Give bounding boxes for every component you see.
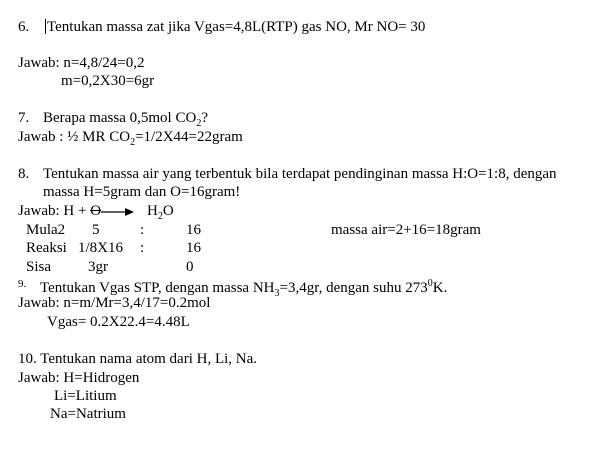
table-row-reaksi-h: 1/8X16 <box>78 240 123 256</box>
question-9 <box>18 276 447 297</box>
question-8 <box>18 166 557 183</box>
reaction-product-suffix: O <box>162 203 174 219</box>
reaction-arrow-icon <box>101 207 135 217</box>
question-10-text: Tentukan nama atom dari H, Li, Na. <box>40 351 258 367</box>
table-row-mula2-label: Mula2 <box>26 222 66 238</box>
answer-9-line-2: Vgas= 0.2X22.4=4.48L <box>47 314 190 330</box>
reaction-product-subscript: 2 <box>157 211 163 222</box>
table-row-reaksi-separator: : <box>140 240 145 256</box>
table-row-reaksi-o: 16 <box>186 240 201 256</box>
question-9-suffix: K. <box>432 280 448 296</box>
question-6-number: 6. <box>18 19 30 35</box>
question-7-subscript: 2 <box>196 118 202 129</box>
reaction-prefix: Jawab: H + <box>18 203 91 219</box>
reaction-product: H <box>147 203 158 219</box>
answer-10-line-1: Jawab: H=Hidrogen <box>18 370 140 386</box>
table-row-mula2-separator: : <box>140 222 145 238</box>
answer-7-subscript: 2 <box>130 137 136 148</box>
question-9-subscript: 3 <box>274 288 280 299</box>
answer-9-line-1: Jawab: n=m/Mr=3,4/17=0.2mol <box>18 295 211 311</box>
question-9-superscript: 0 <box>427 278 433 289</box>
question-8-text-line-1: Tentukan massa air yang terbentuk bila terdapat pendinginan massa H:O=1:8, dengan <box>43 166 557 182</box>
reaction-struck-o: O <box>90 203 102 219</box>
answer-10-line-3: Na=Natrium <box>50 406 126 422</box>
question-9-text: Tentukan Vgas STP, dengan massa NH <box>40 280 275 296</box>
answer-8-reaction <box>18 203 174 220</box>
text-cursor <box>45 19 46 34</box>
question-9-number: 9. <box>18 278 27 290</box>
question-10 <box>18 351 257 368</box>
table-row-reaksi-label: Reaksi <box>26 240 67 256</box>
table-row-mula2-h: 5 <box>92 222 100 238</box>
question-10-number: 10. <box>18 351 37 367</box>
question-7 <box>18 110 208 127</box>
question-6-text: Tentukan massa zat jika Vgas=4,8L(RTP) gas NO, Mr NO= 30 <box>47 19 426 35</box>
answer-7-suffix: =1/2X44=22gram <box>135 129 243 145</box>
table-row-sisa-o: 0 <box>186 259 194 275</box>
question-7-suffix: ? <box>201 110 208 126</box>
question-8-number: 8. <box>18 166 30 182</box>
table-row-sisa-h: 3gr <box>88 259 108 275</box>
answer-7 <box>18 129 243 146</box>
question-7-text: Berapa massa 0,5mol CO <box>43 110 197 126</box>
answer-8-result: massa air=2+16=18gram <box>331 222 481 238</box>
answer-7-text: Jawab : ½ MR CO <box>18 129 131 145</box>
answer-10-line-2: Li=Litium <box>54 388 117 404</box>
question-6 <box>18 19 425 36</box>
answer-6-line-2: m=0,2X30=6gr <box>61 73 155 89</box>
question-7-number: 7. <box>18 110 30 126</box>
question-8-text-line-2: massa H=5gram dan O=16gram! <box>43 184 241 200</box>
table-row-sisa-label: Sisa <box>26 259 52 275</box>
answer-6-line-1: Jawab: n=4,8/24=0,2 <box>18 55 145 71</box>
table-row-mula2-o: 16 <box>186 222 201 238</box>
question-9-middle: =3,4gr, dengan suhu 273 <box>279 280 428 296</box>
